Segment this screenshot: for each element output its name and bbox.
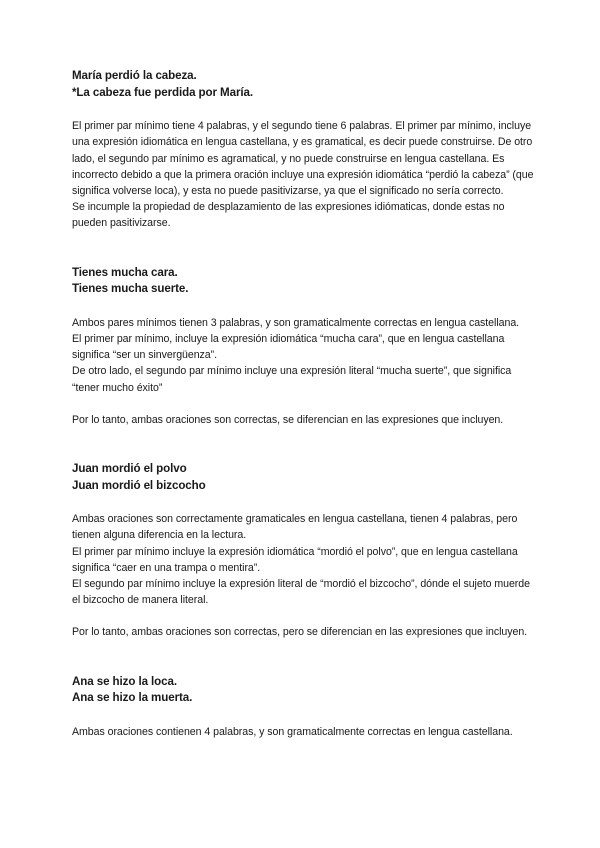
- paragraph: Ambas oraciones son correctamente gramaticales en lengua castellana, tienen 4 palabras, pero tienen alguna diferencia en la lectura.: [72, 513, 518, 542]
- section-title: Juan mordió el bizcocho: [72, 478, 206, 492]
- section-title: Ana se hizo la muerta.: [72, 691, 193, 705]
- paragraph: De otro lado, el segundo par mínimo incluye una expresión literal “mucha suerte”, que significa “tener mucho éxito”: [72, 365, 512, 394]
- section-title: Tienes mucha suerte.: [72, 282, 189, 296]
- document-page: [72, 68, 534, 740]
- section-title: Ana se hizo la loca.: [72, 674, 177, 688]
- paragraph: El primer par mínimo tiene 4 palabras, y el segundo tiene 6 palabras. El primer par mínimo, incluye una expresión idiomática en lengua castellana, y es gramatical, es decir puede construirse. De otro lado, el segundo par mínimo es agramatical, y no puede construirse en lengua castellana. Es incorrecto debido a que la primera oración incluye una expresión idiomática “perdió la cabeza” (que significa volverse loca), y esta no puede pasitivizarse, ya que el significado no sería correcto.: [72, 120, 534, 197]
- section-title: Tienes mucha cara.: [72, 265, 178, 279]
- section-title: María perdió la cabeza.: [72, 69, 197, 82]
- section-ana: [72, 674, 534, 740]
- paragraph: Ambos pares mínimos tienen 3 palabras, y son gramaticalmente correctas en lengua castellana.: [72, 316, 520, 329]
- paragraph: Ambas oraciones contienen 4 palabras, y son gramaticalmente correctas en lengua castellana.: [72, 725, 513, 738]
- section-tienes: [72, 265, 534, 428]
- paragraph: Por lo tanto, ambas oraciones son correctas, pero se diferencian en las expresiones que incluyen.: [72, 626, 528, 639]
- section-maria: [72, 68, 534, 232]
- paragraph: El segundo par mínimo incluye la expresión literal de “mordió el bizcocho”, dónde el sujeto muerde el bizcocho de manera literal.: [72, 578, 530, 607]
- section-title: Juan mordió el polvo: [72, 462, 187, 476]
- paragraph: Se incumple la propiedad de desplazamiento de las expresiones idiómaticas, donde estas no pueden pasitivizarse.: [72, 201, 505, 230]
- paragraph: El primer par mínimo, incluye la expresión idiomática “mucha cara”, que en lengua castellana significa “ser un sinvergüenza”.: [72, 333, 505, 362]
- paragraph: Por lo tanto, ambas oraciones son correctas, se diferencian en las expresiones que incluyen.: [72, 413, 504, 426]
- section-juan: [72, 461, 534, 641]
- paragraph: El primer par mínimo incluye la expresión idiomática “mordió el polvo”, que en lengua castellana significa “caer en una trampa o mentira”.: [72, 545, 518, 574]
- section-title: *La cabeza fue perdida por María.: [72, 85, 253, 99]
